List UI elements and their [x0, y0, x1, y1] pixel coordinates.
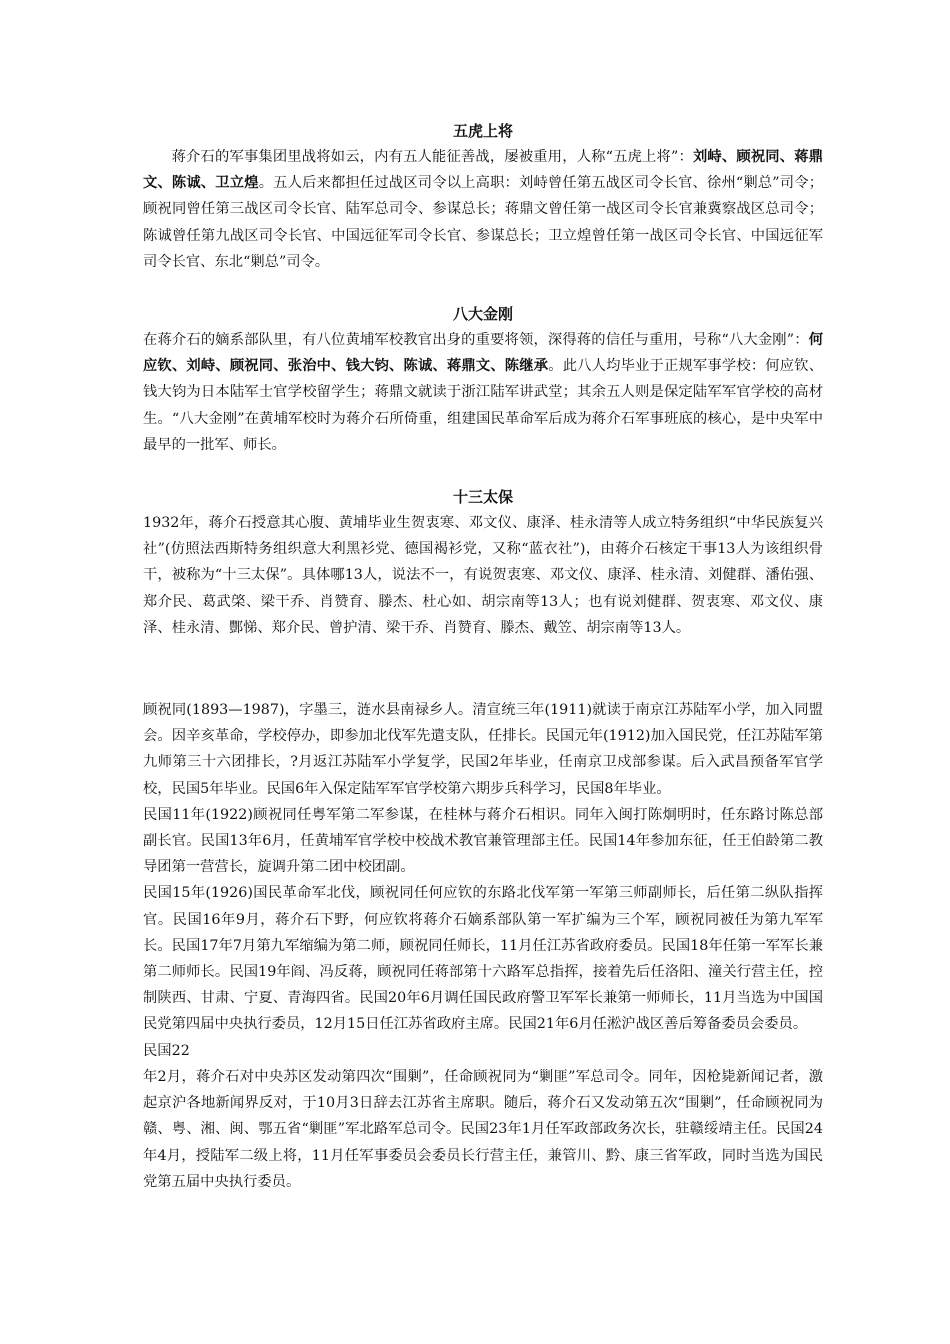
wuhu-names: 刘峙、顾祝同、蒋鼎文、陈诚、卫立煌: [143, 149, 823, 192]
bio-paragraph: 民国11年(1922)顾祝同任粤军第二军参谋，在桂林与蒋介石相识。同年入闽打陈炯明时，任东路讨陈总部副长官。民国13年6月，任黄埔军官学校中校战术教官兼管理部主任。民国14年参加东征，任王伯龄第二教导团第一营营长，旋调升第二团中校团副。: [143, 806, 823, 876]
section-title-bada: 八大金刚: [452, 305, 513, 324]
section-body-shisan: 1932年，蒋介石授意其心腹、黄埔毕业生贺衷寒、邓文仪、康泽、桂永清等人成立特务组织“中华民族复兴社”(仿照法西斯特务组织意大利黑衫党、德国褐衫党，又称“蓝衣社”)，由蒋介石核定干事13人为该组织骨干，被称为“十三太保”。具体哪13人，说法不一，有说贺衷寒、邓文仪、康泽、桂永清、刘健群、潘佑强、郑介民、葛武棨、梁干乔、肖赞育、滕杰、杜心如、胡宗南等13人；也有说刘健群、贺衷寒、邓文仪、康泽、桂永清、酆悌、郑介民、曾护清、梁干乔、肖赞育、滕杰、戴笠、胡宗南等13人。: [143, 515, 823, 636]
wuhu-intro: 蒋介石的军事集团里战将如云，内有五人能征善战，屡被重用，人称“五虎上将”：: [171, 149, 693, 165]
document-page: [143, 118, 823, 1195]
biography: [143, 697, 823, 1195]
section-body-wuhu: [143, 144, 823, 275]
wuhu-rest: 。五人后来都担任过战区司令以上高职：刘峙曾任第五战区司令长官、徐州“剿总”司令；顾祝同曾任第三战区司令长官、陆军总司令、参谋总长；蒋鼎文曾任第一战区司令长官兼冀察战区总司令；陈诚曾任第九战区司令长官、中国远征军司令长官、参谋总长；卫立煌曾任第一战区司令长官、中国远征军司令长官、东北“剿总”司令。: [143, 175, 824, 270]
bio-paragraph: 民国15年(1926)国民革命军北伐，顾祝同任何应钦的东路北伐军第一军第三师副师长，后任第二纵队指挥官。民国16年9月，蒋介石下野，何应钦将蒋介石嫡系部队第一军扩编为三个军，顾祝同被任为第九军军长。民国17年7月第九军缩编为第二师，顾祝同任师长，11月任江苏省政府委员。民国18年任第一军军长兼第二师师长。民国19年阎、冯反蒋，顾祝同任蒋部第十六路军总指挥，接着先后任洛阳、潼关行营主任，控制陕西、甘肃、宁夏、青海四省。民国20年6月调任国民政府警卫军军长兼第一师师长，11月当选为中国国民党第四届中央执行委员，12月15日任江苏省政府主席。民国21年6月任淞沪战区善后筹备委员会委员。: [143, 885, 823, 1033]
bio-paragraph: 民国22: [143, 1042, 190, 1059]
bio-paragraph: 顾祝同(1893—1987)，字墨三，涟水县南禄乡人。清宣统三年(1911)就读于南京江苏陆军小学，加入同盟会。因辛亥革命，学校停办，即参加北伐军先遣支队，任排长。民国元年(1912)加入国民党，任江苏陆军第九师第三十六团排长，?月返江苏陆军小学复学，民国2年毕业，任南京卫戍部参谋。后入武昌预备军官学校，民国5年毕业。民国6年入保定陆军军官学校第六期步兵科学习，民国8年毕业。: [143, 702, 823, 797]
section-title-wuhu: 五虎上将: [452, 122, 513, 140]
bada-rest: 。此八人均毕业于正规军事学校：何应钦、钱大钧为日本陆军士官学校留学生；蒋鼎文就读于浙江陆军讲武堂；其余五人则是保定陆军军官学校的高材生。“八大金刚”在黄埔军校时为蒋介石所倚重，组建国民革命军后成为蒋介石军事班底的核心，是中央军中最早的一批军、师长。: [143, 358, 824, 453]
bada-intro: 在蒋介石的嫡系部队里，有八位黄埔军校教官出身的重要将领，深得蒋的信任与重用，号称“八大金刚”：: [143, 332, 809, 349]
bio-paragraph: 年2月，蒋介石对中央苏区发动第四次“围剿”，任命顾祝同为“剿匪”军总司令。同年，因枪毙新闻记者，激起京沪各地新闻界反对，于10月3日辞去江苏省主席职。随后，蒋介石又发动第五次“围剿”，任命顾祝同为赣、粤、湘、闽、鄂五省“剿匪”军北路军总司令。民国23年1月任军政部政务次长，驻赣绥靖主任。民国24年4月，授陆军二级上将，11月任军事委员会委员长行营主任，兼管川、黔、康三省军政，同时当选为国民党第五届中央执行委员。: [143, 1068, 823, 1190]
section-body-bada: [143, 327, 823, 458]
bada-names: 何应钦、刘峙、顾祝同、张治中、钱大钧、陈诚、蒋鼎文、陈继承: [143, 332, 823, 375]
section-title-shisan: 十三太保: [452, 488, 513, 507]
